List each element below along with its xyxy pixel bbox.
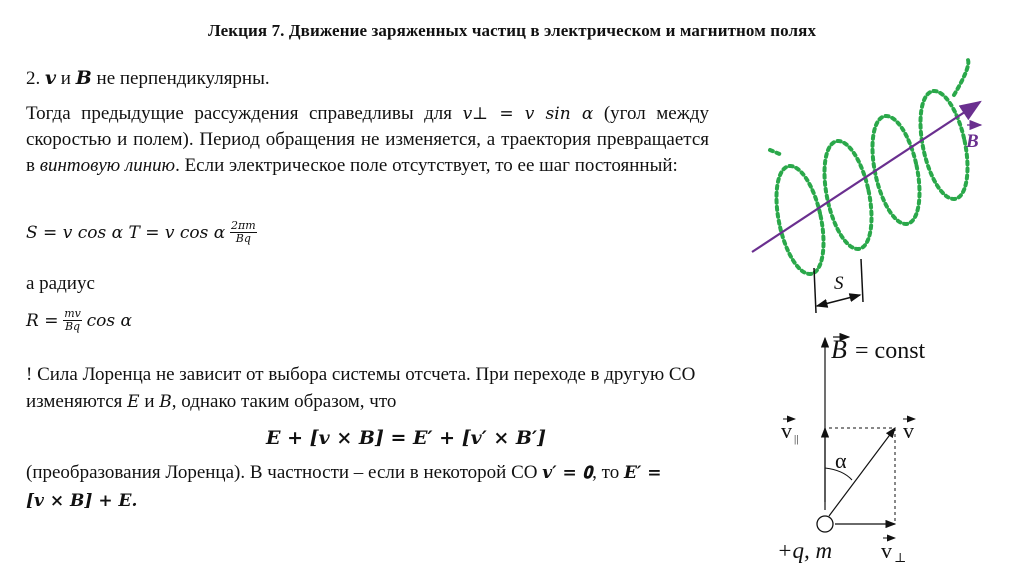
radius-lhs: R = [26,311,59,331]
v-label [903,418,915,443]
step-fraction [230,220,257,245]
radius-fraction [63,308,82,333]
radius-fraction-den: Bq [64,320,81,333]
page-title: Лекция 7. Движение заряженных частиц в электрическом и магнитном полях [207,21,817,40]
B-const-letter: B [831,335,847,364]
paragraph-helix [26,101,709,179]
v-prime-zero: 𝒗′ = 𝟎 [542,463,593,483]
v-par-letter: v [781,418,792,443]
lorentz-line3 [26,460,756,486]
lorentz-line2-b: и [144,391,155,412]
v-perp-letter: v [881,538,892,563]
lorentz-line2-c: , однако таким образом, что [171,391,397,412]
charge-label: +q, m [777,538,833,563]
lorentz-line2-a: изменяются [26,391,123,412]
alpha-label: α [835,448,847,473]
B-const-label [831,335,926,364]
para1-after: (угол между скоростью и полем). Период обращения не изменяется, а траектория превращается в [26,103,709,176]
para1-tail: . Если электрическое поле отсутствует, то ее шаг постоянный: [175,155,678,176]
lorentz-line4 [26,488,137,514]
S-label: S [834,273,844,294]
case-number: 2. [26,68,41,89]
symbol-v: 𝒗 [45,68,57,89]
B-axis-arrow [752,102,980,252]
lorentz-line1: ! Сила Лоренца не зависит от выбора системы отсчета. При переходе в другую СО [26,364,696,385]
helix-figure [740,55,1020,325]
helix-term: винтовую линию [39,155,176,176]
lorentz-line3-a: (преобразования Лоренца). В частности – если в некоторой СО [26,462,538,483]
helix-curve [768,58,976,278]
charge-particle [817,516,833,532]
lorentz-line3-b: , то [592,462,620,483]
lorentz-equation [26,425,786,452]
v-perp-label [881,538,906,565]
v-perp-subscript: ⊥ [894,550,907,565]
lorentz-equation-text: 𝑬 + [𝒗 × 𝑩] = 𝑬′ + [𝒗′ × 𝑩′] [266,427,546,449]
radius-label: а радиус [26,273,95,294]
radius-fraction-num: mv [64,307,81,320]
vperp-formula: v⊥ = v sin α [462,104,594,124]
step-formula-lhs: S = v cos α T = v cos α [26,223,226,243]
B-vector-label [965,125,981,152]
step-formula [26,220,257,246]
case-heading [26,66,506,92]
symbol-B2: 𝐵 [159,392,172,412]
radius-formula [26,308,132,334]
para1-before: Тогда предыдущие рассуждения справедливы для [26,103,453,124]
symbol-B: 𝑩 [75,68,92,89]
step-dimension [814,259,863,313]
lorentz-line4-text: [𝒗 × 𝑩] + 𝑬. [26,491,138,511]
B-const-text: = const [855,338,926,364]
conj-and: и [60,68,71,89]
v-parallel-label [781,418,798,445]
case-heading-text: не перпендикулярны. [96,68,270,89]
radius-rhs: cos α [86,311,132,331]
velocity-figure [765,330,1020,574]
B-label: B [966,131,979,152]
symbol-E: 𝐸 [127,392,140,412]
v-par-subscript: || [794,433,799,445]
step-fraction-num: 2πm [231,219,256,232]
lorentz-line2 [26,389,396,415]
v-letter: v [903,418,914,443]
step-fraction-den: Bq [235,232,251,245]
E-prime: 𝑬′ = [623,463,662,483]
